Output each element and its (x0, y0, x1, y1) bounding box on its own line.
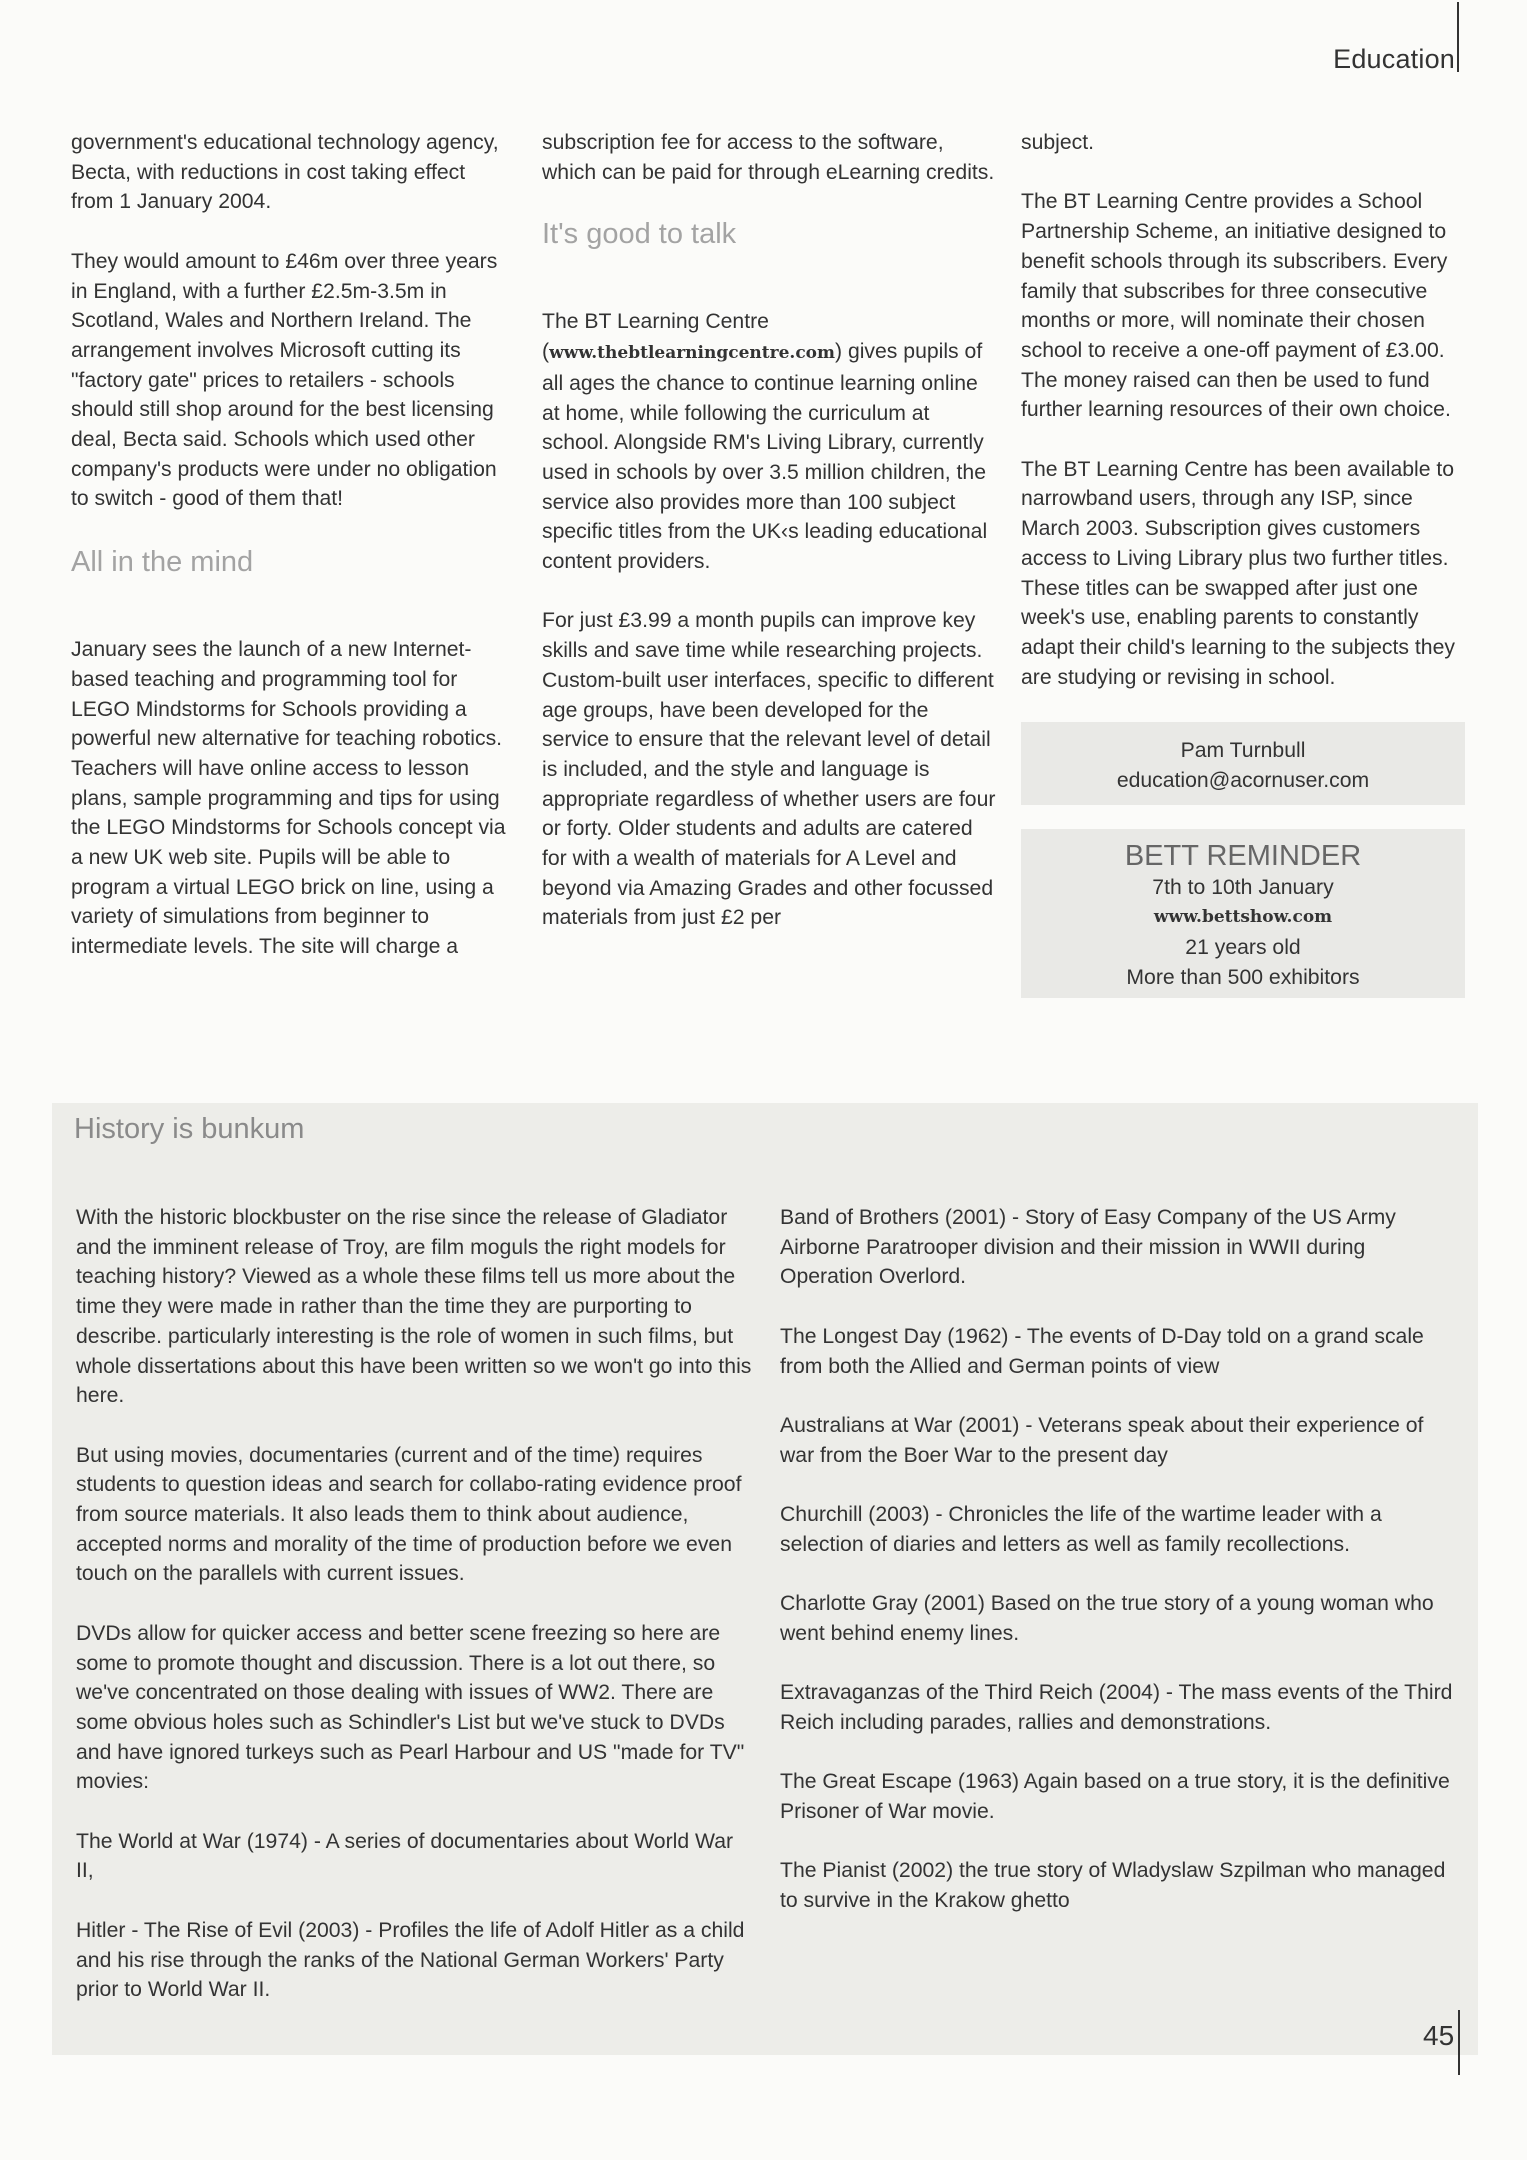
author-email: education@acornuser.com (1116, 768, 1370, 792)
film-entry: Charlotte Gray (2001) Based on the true story of a young woman who went behind enemy lines. (780, 1592, 1434, 1645)
paragraph: The BT Learning Centre provides a School Partnership Scheme, an initiative designed to benefit schools through its subscribers. Every family that subscribes for three consecutive months or more, will nominate their chosen school to receive a one-off payment of £3.00. The money raised can then be used to fund further learning resources of their own choice. (1021, 190, 1451, 422)
column-2 (542, 128, 997, 963)
film-entry: Australians at War (2001) - Veterans speak about their experience of war from the Boer War to the present day (780, 1413, 1424, 1467)
history-title: History is bunkum (74, 1113, 305, 1145)
history-paragraph: But using movies, documentaries (current and of the time) requires students to question ideas and search for collabo-rating evidence proof from source materials. It also leads them to think about audience, accepted norms and morality of the time of production before we even touch on the parallels with current issues. (76, 1443, 742, 1586)
subheading-all-in-the-mind: All in the mind (71, 546, 254, 579)
bett-reminder-box (1021, 829, 1465, 998)
text: The BT Learning Centre ( (542, 310, 769, 364)
subheading-good-to-talk: It's good to talk (542, 218, 737, 251)
history-panel (52, 1103, 1478, 2055)
history-paragraph: With the historic blockbuster on the rise since the release of Gladiator and the imminent release of Troy, are film moguls the right models for teaching history? Viewed as a whole these films tell us more about the time they were made in rather than the time they are purporting to describe. particularly interesting is the role of women in such films, but whole dissertations about this have been written so we won't go into this here. (76, 1206, 752, 1408)
author-name: Pam Turnbull (1180, 739, 1306, 763)
film-entry: The Pianist (2002) the true story of Wladyslaw Szpilman who managed to survive in the Krakow ghetto (780, 1859, 1446, 1913)
footer-rule (1458, 2010, 1460, 2075)
history-left-column (76, 1203, 756, 2035)
history-right-column (780, 1203, 1460, 1945)
paragraph: January sees the launch of a new Internet-based teaching and programming tool for LEGO Mindstorms for Schools providing a powerful new alternative for teaching robotics. Teachers will have online access to lesson plans, sample programming and tips for using the LEGO Mindstorms for Schools concept via a new UK web site. Pupils will be able to program a virtual LEGO brick on line, using a variety of simulations from beginner to intermediate levels. The site will charge a (71, 638, 506, 959)
film-entry: The World at War (1974) - A series of documentaries about World War II, (76, 1829, 734, 1883)
film-entry: The Longest Day (1962) - The events of D-Day told on a grand scale from both the Allied and German points of view (780, 1324, 1424, 1378)
film-entry: Hitler - The Rise of Evil (2003) - Profiles the life of Adolf Hitler as a child and his rise through the ranks of the National German Workers' Party prior to World War II. (76, 1918, 745, 2002)
film-entry: The Great Escape (1963) Again based on a true story, it is the definitive Prisoner of War movie. (780, 1770, 1450, 1823)
website-url: www.thebtlearningcentre.com (549, 343, 835, 364)
bett-url: www.bettshow.com (1153, 907, 1333, 928)
film-entry: Band of Brothers (2001) - Story of Easy Company of the US Army Airborne Paratrooper division and their mission in WWII during Operation Overlord. (780, 1206, 1396, 1289)
paragraph: subscription fee for access to the software, which can be paid for through eLearning credits. (542, 131, 995, 184)
column-1 (71, 128, 511, 992)
history-paragraph: DVDs allow for quicker access and better scene freezing so here are some to promote thought and discussion. There is a lot out there, so we've concentrated on those dealing with issues of WW2. There are some obvious holes such as Schindler's List but we've stuck to DVDs and have ignored turkeys such as Pearl Harbour and US "made for TV" movies: (76, 1621, 745, 1794)
bett-exhibitors: More than 500 exhibitors (1126, 965, 1360, 989)
paragraph: subject. (1021, 131, 1095, 154)
paragraph: government's educational technology agency, Becta, with reductions in cost taking effect from 1 January 2004. (71, 131, 499, 214)
header-rule (1457, 2, 1459, 72)
paragraph: For just £3.99 a month pupils can improve key skills and save time while researching projects. Custom-built user interfaces, specific to different age groups, have been developed for the service to ensure that the relevant level of detail is included, and the style and language is appropriate regardless of whether users are four or forty. Older students and adults are catered for with a wealth of materials for A Level and beyond via Amazing Grades and other focussed materials from just £2 per (542, 609, 996, 930)
section-label: Education (1333, 44, 1455, 74)
film-entry: Churchill (2003) - Chronicles the life of the wartime leader with a selection of diaries and letters as well as family recollections. (780, 1502, 1382, 1556)
page-number: 45 (1423, 2020, 1455, 2051)
bett-dates: 7th to 10th January (1152, 876, 1334, 900)
paragraph: The BT Learning Centre has been available to narrowband users, through any ISP, since March 2003. Subscription gives customers access to Living Library plus two further titles. These titles can be swapped after just one week's use, enabling parents to constantly adapt their child's learning to the subjects they are studying or revising in school. (1021, 457, 1455, 689)
paragraph (542, 307, 997, 576)
film-entry: Extravaganzas of the Third Reich (2004) - The mass events of the Third Reich including parades, rallies and demonstrations. (780, 1681, 1453, 1734)
contact-box (1021, 722, 1465, 805)
column-3 (1021, 128, 1471, 998)
bett-age: 21 years old (1185, 935, 1301, 959)
bett-title: BETT REMINDER (1124, 840, 1362, 873)
text: ) gives pupils of all ages the chance to continue learning online at home, while following the curriculum at school. Alongside RM's Living Library, currently used in schools by over 3.5 million children, the service also provides more than 100 subject specific titles from the UK‹s leading educational content providers. (542, 340, 988, 574)
paragraph: They would amount to £46m over three years in England, with a further £2.5m-3.5m in Scotland, Wales and Northern Ireland. The arrangement involves Microsoft cutting its "factory gate" prices to retailers - schools should still shop around for the best licensing deal, Becta said. Schools which used other company's products were under no obligation to switch - good of them that! (71, 249, 498, 511)
